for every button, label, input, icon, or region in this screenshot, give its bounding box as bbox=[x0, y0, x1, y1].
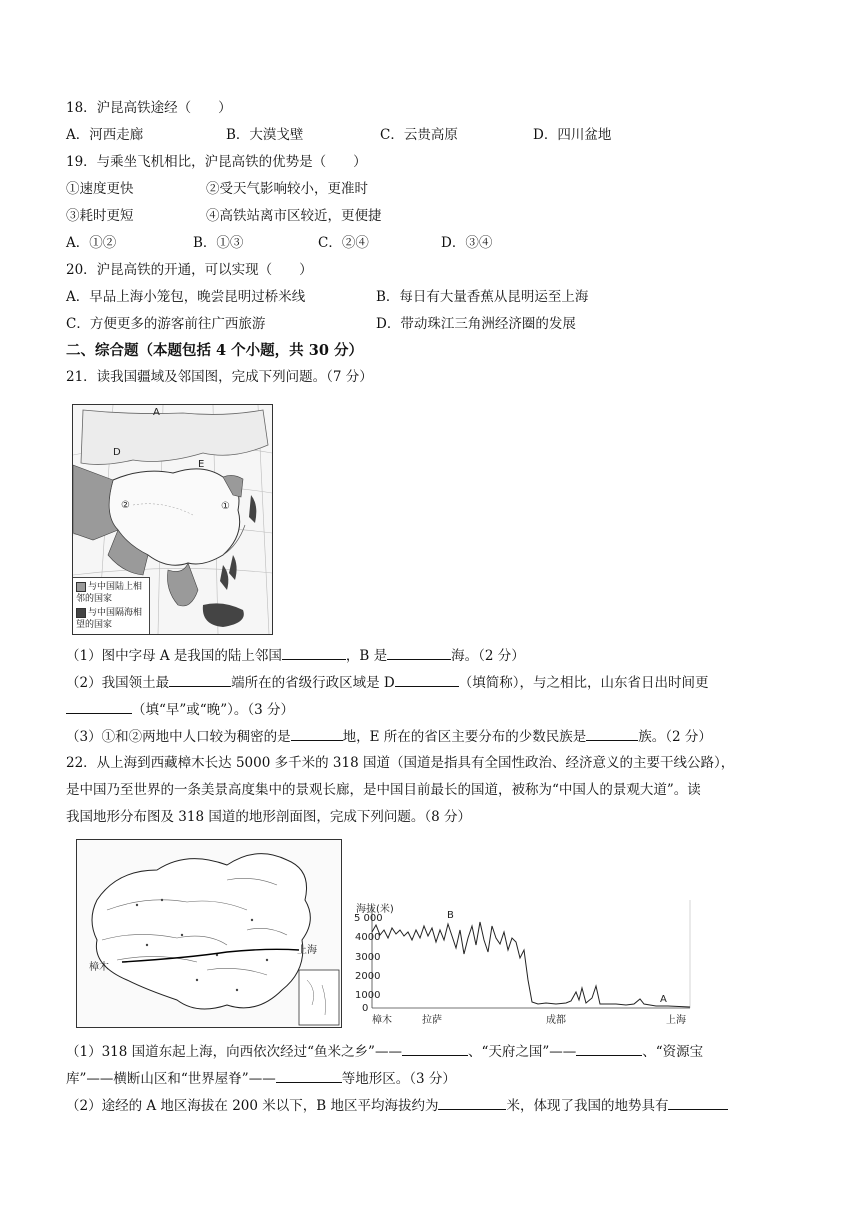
q22-p1-text-b: 、“天府之国”—— bbox=[467, 1044, 577, 1060]
q20-option-b: B．每日有大量香蕉从昆明运至上海 bbox=[376, 289, 589, 305]
map-label-d: D bbox=[113, 447, 121, 458]
q21-p3-text-a: （3）①和②两地中人口较为稠密的是 bbox=[66, 729, 291, 745]
q22-p1-text-a: （1）318 国道东起上海，向西依次经过“鱼米之乡”—— bbox=[66, 1044, 402, 1060]
q19-item-1: ①速度更快 bbox=[66, 181, 134, 197]
q18-option-a: A．河西走廊 bbox=[66, 127, 144, 143]
south-sea-inset bbox=[299, 970, 339, 1025]
q21-p1-text-b: ，B 是 bbox=[345, 648, 388, 664]
q21-p1-text-a: （1）图中字母 A 是我国的陆上邻国 bbox=[66, 648, 282, 664]
map-label-2: ② bbox=[121, 500, 130, 511]
map-label-e: E bbox=[198, 459, 205, 470]
q21-p2-text-c: （填简称），与之相比，山东省日出时间更 bbox=[458, 675, 709, 691]
legend-sea-label: 与中国隔海相望的国家 bbox=[76, 608, 143, 630]
q20-option-c: C．方便更多的游客前往广西旅游 bbox=[66, 316, 266, 332]
profile-ytick-1000: 1000 bbox=[355, 990, 381, 1001]
q21-p3-blank-b[interactable] bbox=[586, 726, 638, 741]
q19-option-a: A．①② bbox=[66, 235, 117, 251]
map-label-zhangmu: 樟木 bbox=[89, 962, 109, 973]
q22-part2 bbox=[66, 1095, 728, 1115]
q22-p1-blank-b[interactable] bbox=[576, 1041, 642, 1056]
q19-item-2: ②受天气影响较小，更准时 bbox=[206, 181, 368, 197]
q22-terrain-map bbox=[76, 839, 342, 1028]
profile-xlabel-chengdu: 成都 bbox=[546, 1015, 566, 1026]
legend-land-label: 与中国陆上相邻的国家 bbox=[76, 582, 143, 604]
q22-elevation-profile bbox=[356, 900, 694, 1026]
q21-part2-line2 bbox=[66, 699, 294, 719]
q21-p3-text-c: 族。（2 分） bbox=[638, 729, 712, 745]
q19-stem: 19．与乘坐飞机相比，沪昆高铁的优势是（ ） bbox=[66, 154, 367, 170]
map-label-a: A bbox=[153, 407, 160, 418]
profile-ytick-5000: 5 000 bbox=[354, 913, 383, 924]
q22-stem-line3: 我国地形分布图及 318 国道的地形剖面图，完成下列问题。（8 分） bbox=[66, 809, 471, 825]
profile-xlabel-shanghai: 上海 bbox=[666, 1015, 686, 1026]
profile-ytick-2000: 2000 bbox=[355, 971, 381, 982]
map-label-1: ① bbox=[221, 501, 230, 512]
q19-option-b: B．①③ bbox=[193, 235, 244, 251]
q22-terrain-drawing bbox=[77, 840, 341, 1027]
q21-p2-text-b: 端所在的省级行政区域是 D bbox=[231, 675, 395, 691]
legend-swatch-sea bbox=[76, 608, 86, 618]
q22-stem-line1: 22．从上海到西藏樟木长达 5000 多千米的 318 国道（国道是指具有全国性政治、经济意义的主要干线公路）， bbox=[66, 755, 735, 771]
q22-p2-text-a: （2）途经的 A 地区海拔在 200 米以下，B 地区平均海拔约为 bbox=[66, 1098, 439, 1114]
q21-part3 bbox=[66, 726, 712, 746]
q21-p2-text-a: （2）我国领土最 bbox=[66, 675, 170, 691]
profile-xlabel-zhangmu: 樟木 bbox=[372, 1015, 392, 1026]
q19-option-c: C．②④ bbox=[318, 235, 369, 251]
q18-stem: 18．沪昆高铁途经（ ） bbox=[66, 100, 232, 116]
q18-option-d: D．四川盆地 bbox=[533, 127, 612, 143]
q18-option-c: C．云贵高原 bbox=[380, 127, 458, 143]
q22-p1-text-c: 、“资源宝 bbox=[642, 1044, 704, 1060]
profile-elevation-line bbox=[372, 922, 690, 1007]
profile-ytick-0: 0 bbox=[362, 1003, 369, 1014]
q21-part2-line1 bbox=[66, 672, 708, 692]
q21-p2-blank-b[interactable] bbox=[395, 672, 459, 687]
q21-stem: 21．读我国疆域及邻国图，完成下列问题。（7 分） bbox=[66, 369, 373, 385]
profile-xlabel-lasa: 拉萨 bbox=[422, 1015, 442, 1026]
profile-chart bbox=[356, 900, 694, 1026]
q21-p3-blank-a[interactable] bbox=[291, 726, 343, 741]
profile-ytick-4000: 4000 bbox=[355, 932, 381, 943]
q21-p2-text-d: （填“早”或“晚”）。（3 分） bbox=[132, 702, 294, 718]
q22-p1-blank-a[interactable] bbox=[402, 1041, 468, 1056]
map-legend bbox=[73, 577, 150, 634]
profile-mark-a: A bbox=[660, 994, 667, 1005]
q22-part1-line1 bbox=[66, 1041, 703, 1061]
q20-option-d: D．带动珠江三角洲经济圈的发展 bbox=[376, 316, 576, 332]
q22-p2-blank-a[interactable] bbox=[438, 1095, 506, 1110]
profile-mark-b: B bbox=[447, 910, 454, 921]
q20-stem: 20．沪昆高铁的开通，可以实现（ ） bbox=[66, 262, 313, 278]
q22-p1-text-e: 等地形区。（3 分） bbox=[341, 1071, 456, 1087]
legend-swatch-land bbox=[76, 582, 86, 592]
section-heading: 二、综合题（本题包括 4 个小题，共 30 分） bbox=[66, 342, 363, 359]
q22-p1-text-d: 库”——横断山区和“世界屋脊”—— bbox=[66, 1071, 276, 1087]
map-label-shanghai: 上海 bbox=[297, 945, 317, 956]
q22-p2-blank-b[interactable] bbox=[668, 1095, 728, 1110]
q21-p1-text-c: 海。（2 分） bbox=[451, 648, 525, 664]
q21-p3-text-b: 地，E 所在的省区主要分布的少数民族是 bbox=[342, 729, 587, 745]
q21-p1-blank-a[interactable] bbox=[282, 645, 346, 660]
q18-option-b: B．大漠戈壁 bbox=[226, 127, 304, 143]
q21-p2-blank-c[interactable] bbox=[66, 699, 132, 714]
q19-item-4: ④高铁站离市区较近，更便捷 bbox=[206, 208, 382, 224]
profile-ytick-3000: 3000 bbox=[355, 952, 381, 963]
q22-part1-line2 bbox=[66, 1068, 456, 1088]
q19-option-d: D．③④ bbox=[441, 235, 493, 251]
q21-map-figure bbox=[72, 404, 273, 635]
q19-item-3: ③耗时更短 bbox=[66, 208, 134, 224]
q22-p1-blank-c[interactable] bbox=[276, 1068, 342, 1083]
profile-ylabel: 海拔(米) bbox=[356, 904, 394, 915]
q21-p2-blank-a[interactable] bbox=[169, 672, 231, 687]
q22-stem-line2: 是中国乃至世界的一条美景高度集中的景观长廊，是中国目前最长的国道，被称为“中国人的景观大道”。读 bbox=[66, 782, 701, 798]
q22-p2-text-b: 米，体现了我国的地势具有 bbox=[506, 1098, 669, 1114]
q21-p1-blank-b[interactable] bbox=[387, 645, 451, 660]
q21-part1 bbox=[66, 645, 525, 665]
q20-option-a: A．早品上海小笼包，晚尝昆明过桥米线 bbox=[66, 289, 306, 305]
